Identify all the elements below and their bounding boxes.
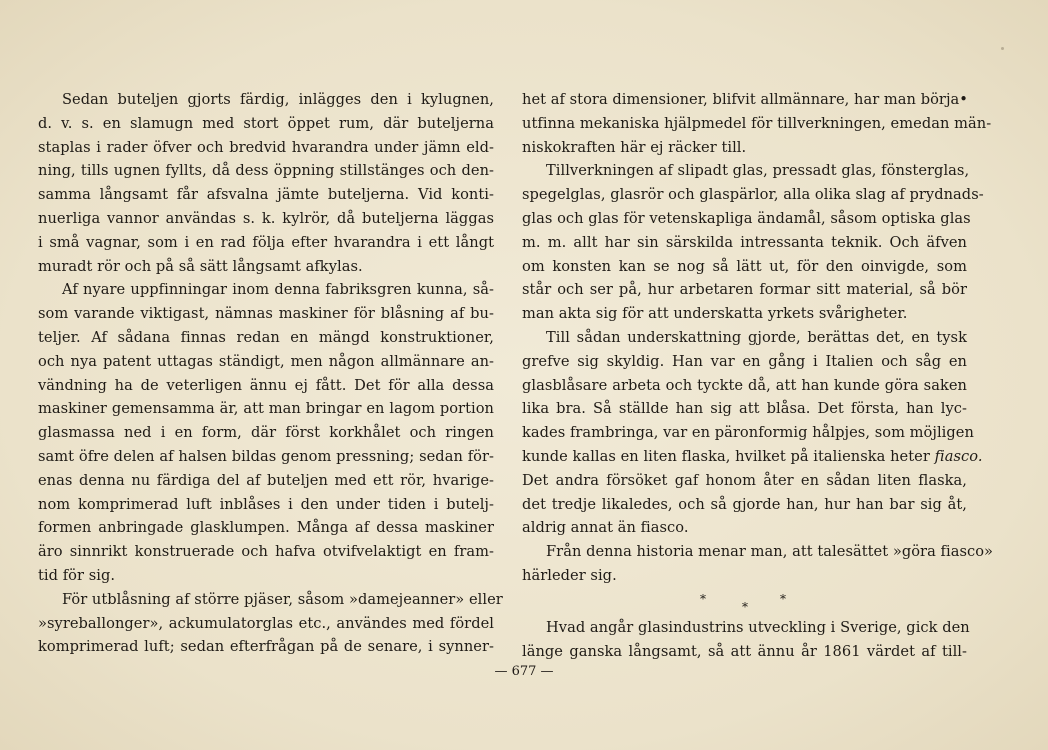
text-line: muradt rör och på så sätt långsamt afkylas. bbox=[38, 257, 363, 275]
text-line: Hvad angår glasindustrins utveckling i Sverige, gick den bbox=[546, 618, 970, 636]
text-line: glasmassa ned i en form, där först korkhålet och ringen bbox=[38, 424, 494, 442]
text-line: som varande viktigast, nämnas maskiner för blåsning af bu- bbox=[38, 305, 494, 323]
text-line: vändning ha de veterligen ännu ej fått. Det för alla dessa bbox=[38, 376, 494, 394]
text-line: man akta sig för att underskatta yrkets svårigheter. bbox=[522, 305, 908, 323]
text-line: Till sådan underskattning gjorde, berättas det, en tysk bbox=[546, 328, 967, 346]
separator-star: * bbox=[780, 591, 787, 606]
text-line: samt öfre delen af halsen bildas genom pressning; sedan för- bbox=[38, 447, 494, 465]
text-line: länge ganska långsamt, så att ännu år 1861 värdet af till- bbox=[522, 642, 967, 660]
text-line: För utblåsning af större pjäser, såsom »damejeanner» eller bbox=[62, 590, 503, 608]
text-line: samma långsamt får afsvalna jämte buteljerna. Vid konti- bbox=[38, 186, 494, 204]
text-line: enas denna nu färdiga del af buteljen med ett rör, hvarige- bbox=[38, 471, 494, 489]
separator-star: * bbox=[700, 591, 707, 606]
paper-speck bbox=[1001, 47, 1004, 50]
text-line: »syreballonger», ackumulatorglas etc., användes med fördel bbox=[38, 614, 494, 632]
text-line: härleder sig. bbox=[522, 566, 617, 584]
text-line: och nya patent uttagas ständigt, men någon allmännare an- bbox=[38, 352, 494, 370]
text-line: staplas i rader öfver och bredvid hvarandra under jämn eld- bbox=[38, 138, 494, 156]
text-line: kades frambringa, var en päronformig hålpjes, som möjligen bbox=[522, 424, 974, 442]
text-line: om konsten kan se nog så lätt ut, för den oinvigde, som bbox=[522, 257, 967, 275]
text-line: niskokraften här ej räcker till. bbox=[522, 138, 747, 156]
text-line: grefve sig skyldig. Han var en gång i Italien och såg en bbox=[522, 352, 967, 370]
text-line: d. v. s. en slamugn med stort öppet rum, där buteljerna bbox=[38, 114, 494, 132]
text-line: lika bra. Så ställde han sig att blåsa. Det första, han lyc- bbox=[522, 400, 967, 418]
text-line: maskiner gemensamma är, att man bringar en lagom portion bbox=[38, 400, 494, 418]
text-line: formen anbringade glasklumpen. Många af dessa maskiner bbox=[38, 519, 494, 537]
text-line: kunde kallas en liten flaska, hvilket på italienska heter fiasco. bbox=[522, 447, 983, 465]
text-line: nuerliga vannor användas s. k. kylrör, då buteljerna läggas bbox=[38, 209, 494, 227]
text-line: Tillverkningen af slipadt glas, pressadt glas, fönsterglas, bbox=[546, 162, 970, 180]
text-line: det tredje likaledes, och så gjorde han, hur han bar sig åt, bbox=[522, 495, 967, 513]
text-line: nom komprimerad luft inblåses i den under tiden i butelj- bbox=[38, 495, 494, 513]
text-line: Af nyare uppfinningar inom denna fabriksgren kunna, så- bbox=[62, 281, 494, 299]
separator-star: * bbox=[742, 599, 749, 614]
text-line: tid för sig. bbox=[38, 566, 116, 584]
text-line: Från denna historia menar man, att talesättet »göra fiasco» bbox=[546, 543, 994, 561]
left-text-column bbox=[38, 88, 503, 659]
text-line: äro sinnrikt konstruerade och hafva otvifvelaktigt en fram- bbox=[38, 543, 494, 561]
text-line: ning, tills ugnen fyllts, då dess öppning stillstänges och den- bbox=[38, 162, 494, 180]
text-line: m. m. allt har sin särskilda intressanta teknik. Och äfven bbox=[522, 233, 967, 251]
text-line: Det andra försöket gaf honom åter en sådan liten flaska, bbox=[522, 471, 967, 489]
text-line: Sedan buteljen gjorts färdig, inlägges den i kylugnen, bbox=[62, 91, 494, 108]
text-line: teljer. Af sådana finnas redan en mängd konstruktioner, bbox=[38, 328, 494, 346]
page-number: — 677 — bbox=[494, 664, 554, 679]
text-line: i små vagnar, som i en rad följa efter hvarandra i ett långt bbox=[38, 233, 494, 251]
text-line: glasblåsare arbeta och tyckte då, att han kunde göra saken bbox=[522, 376, 967, 394]
right-text-column bbox=[522, 88, 994, 663]
text-line: spegelglas, glasrör och glaspärlor, alla olika slag af prydnads- bbox=[522, 186, 984, 204]
text-line: utfinna mekaniska hjälpmedel för tillverkningen, emedan män- bbox=[522, 114, 992, 132]
right-column-lower bbox=[522, 616, 970, 664]
text-line: står och ser på, hur arbetaren formar sitt material, så bör bbox=[522, 281, 967, 299]
text-line: glas och glas för vetenskapliga ändamål, såsom optiska glas bbox=[522, 209, 971, 227]
right-column-upper bbox=[522, 88, 994, 588]
text-line: komprimerad luft; sedan efterfrågan på de senare, i synner- bbox=[38, 638, 494, 656]
section-separator bbox=[522, 588, 967, 616]
text-line: het af stora dimensioner, blifvit allmännare, har man börja• bbox=[522, 91, 968, 108]
text-line: aldrig annat än fiasco. bbox=[522, 519, 689, 537]
